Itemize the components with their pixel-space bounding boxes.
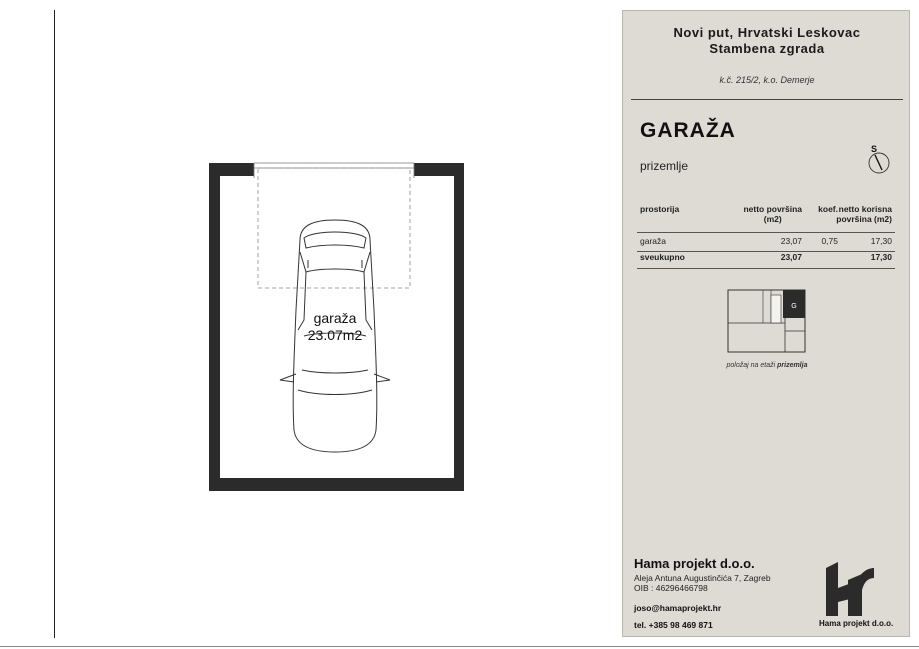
key-plan-caption-prefix: položaj na etaži [726, 362, 776, 369]
table-header-rule [637, 232, 895, 233]
header-room: prostorija [640, 204, 680, 214]
row-coef: 0,75 [821, 236, 838, 246]
sheet-bottom-line [0, 646, 919, 647]
total-usable-area: 17,30 [870, 252, 892, 262]
table-total-row [637, 252, 895, 268]
project-title-line2: Stambena zgrada [709, 41, 825, 56]
company-logo-icon [826, 562, 874, 616]
company-phone: tel. +385 98 469 871 [634, 620, 713, 630]
key-plan-unit-marker: G [791, 303, 797, 310]
room-area: 23.07m2 [307, 327, 363, 343]
header-coef: koef. [818, 204, 838, 214]
key-plan-caption-floor: prizemlja [777, 362, 808, 369]
row-room: garaža [640, 236, 666, 246]
header-net-area-line1: netto površina [743, 204, 802, 214]
header-net-area-line2: (m2) [763, 214, 782, 224]
garage-floor-plan [208, 160, 466, 497]
row-net-area: 23,07 [780, 236, 802, 246]
unit-title: GARAŽA [640, 119, 736, 142]
north-arrow-icon [867, 151, 891, 175]
floor-name: prizemlje [640, 159, 689, 173]
title-block [622, 10, 910, 637]
title-divider [631, 99, 903, 100]
table-bottom-rule [637, 268, 895, 269]
parcel-info: k.č. 215/2, k.o. Demerje [719, 75, 815, 85]
room-name: garaža [313, 310, 357, 326]
header-usable-line2: površina (m2) [836, 214, 892, 224]
total-net-area: 23,07 [780, 252, 802, 262]
company-logo-caption: Hama projekt d.o.o. [819, 619, 894, 628]
area-table [637, 204, 895, 268]
company-email: joso@hamaprojekt.hr [634, 603, 722, 613]
project-title [623, 25, 911, 57]
total-label: sveukupno [640, 252, 685, 262]
key-plan-caption [623, 362, 911, 369]
row-usable-area: 17,30 [870, 236, 892, 246]
project-title-line1: Novi put, Hrvatski Leskovac [673, 25, 861, 40]
header-usable-line1: netto korisna [838, 204, 892, 214]
table-row [637, 236, 895, 252]
company-address: Aleja Antuna Augustinčića 7, Zagreb [634, 573, 771, 583]
company-name: Hama projekt d.o.o. [634, 556, 755, 571]
room-label [296, 310, 374, 344]
key-plan [727, 289, 807, 353]
header-net-area [743, 204, 802, 224]
company-oib: OIB : 46296466798 [634, 583, 708, 593]
header-usable-area [836, 204, 892, 224]
area-table-header [637, 204, 895, 230]
sheet-margin-line [54, 10, 55, 638]
north-label: S [871, 144, 878, 154]
